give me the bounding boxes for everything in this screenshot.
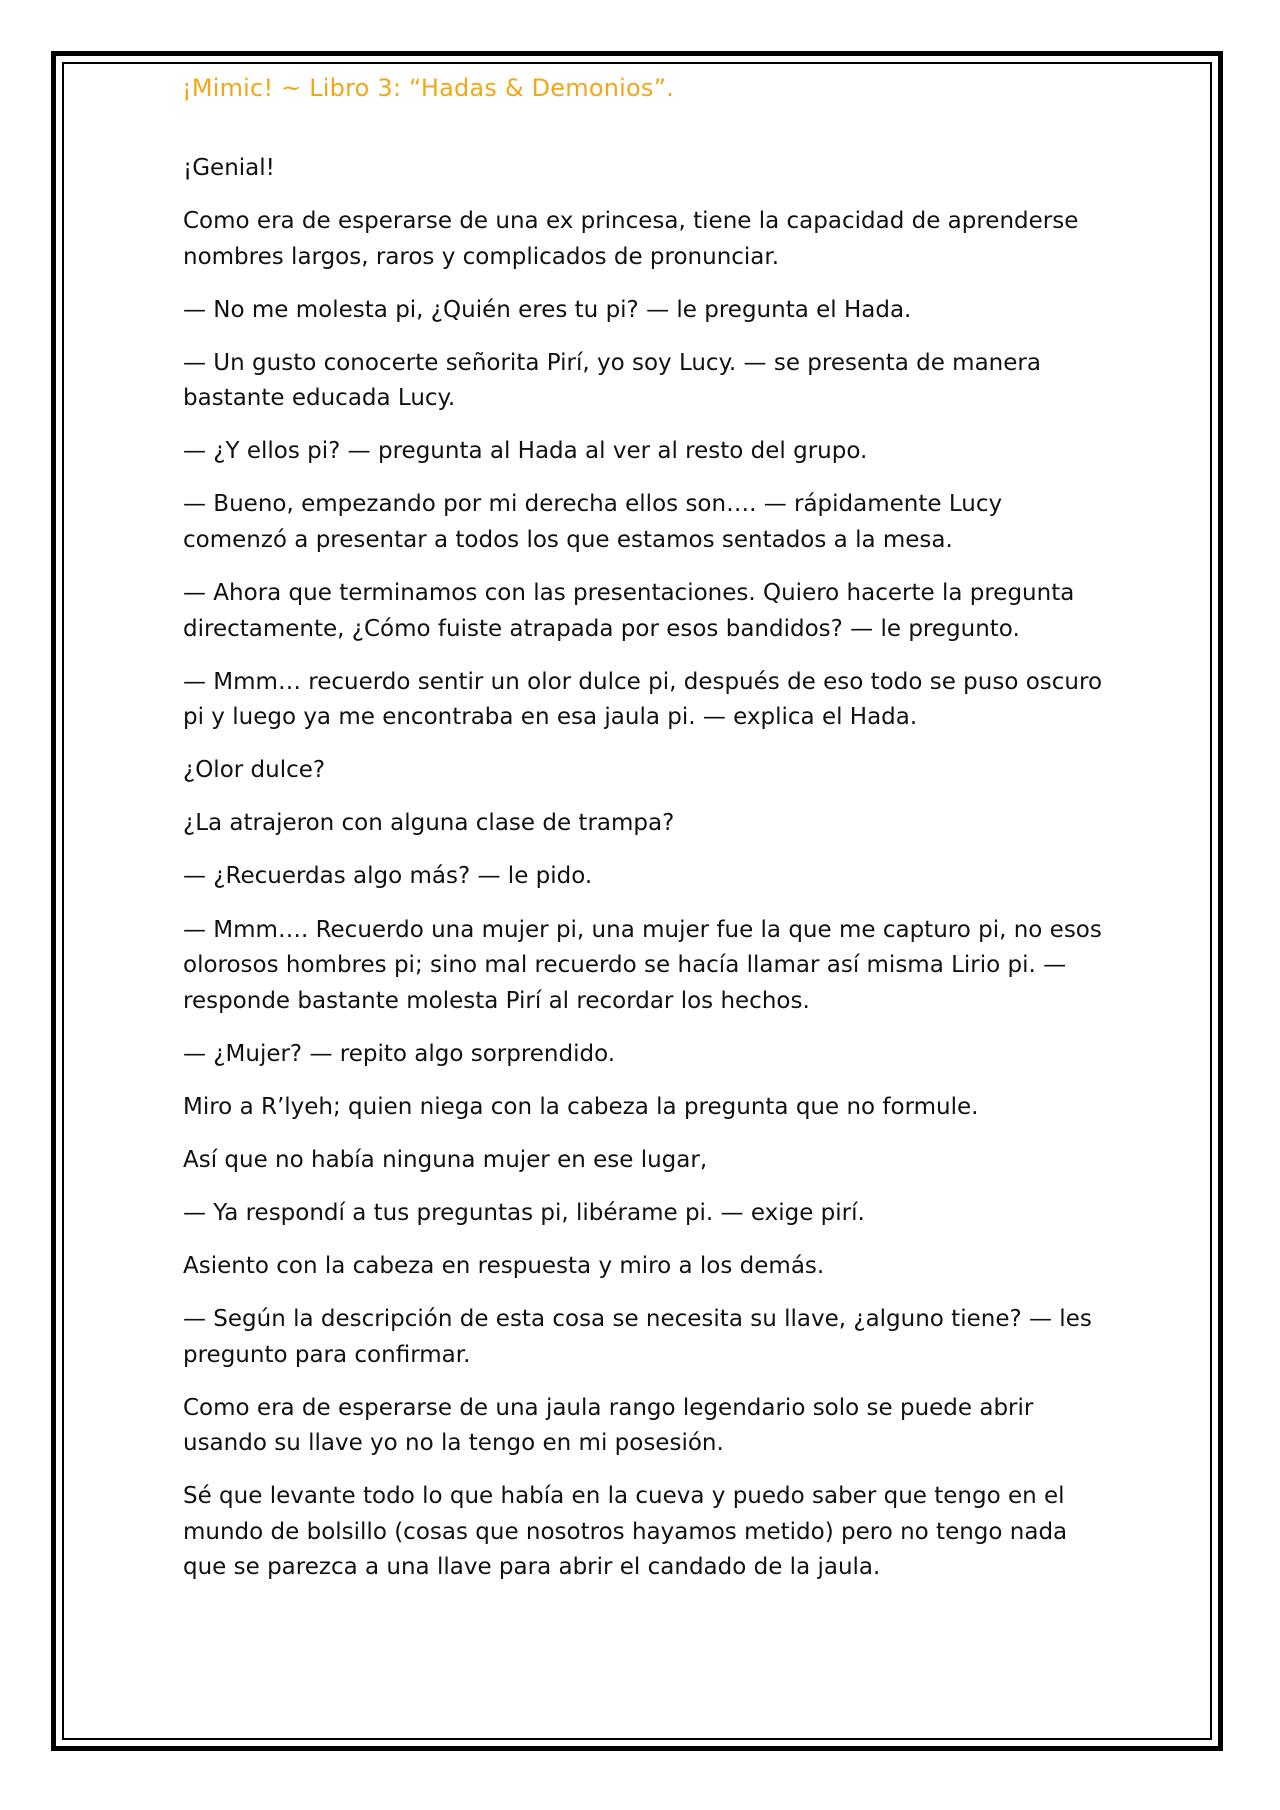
paragraph: Como era de esperarse de una ex princesa, tiene la capacidad de aprenderse nombres largos, raros y complicados de pronunciar. [183, 208, 1079, 270]
paragraph: — Mmm… recuerdo sentir un olor dulce pi, después de eso todo se puso oscuro pi y luego ya me encontraba en esa jaula pi. — explica el Hada. [183, 668, 1103, 731]
paragraph: — Un gusto conocerte señorita Pirí, yo soy Lucy. — se presenta de manera bastante educada Lucy. [183, 349, 1041, 412]
paragraph: — Según la descripción de esta cosa se necesita su llave, ¿alguno tiene? — les pregunto para confirmar. [183, 1306, 1092, 1368]
paragraph: Asiento con la cabeza en respuesta y miro a los demás. [183, 1253, 825, 1279]
paragraph: — Ahora que terminamos con las presentaciones. Quiero hacerte la pregunta directamente, ¿Cómo fuiste atrapada por esos bandidos? — le pregunto. [183, 580, 1075, 642]
paragraph: ¿Olor dulce? [183, 757, 326, 784]
paragraph: Como era de esperarse de una jaula rango legendario solo se puede abrir usando su llave yo no la tengo en mi posesión. [183, 1394, 1034, 1457]
paragraph: — ¿Y ellos pi? — pregunta al Hada al ver al resto del grupo. [183, 438, 868, 465]
paragraph: — No me molesta pi, ¿Quién eres tu pi? — le pregunta el Hada. [183, 296, 912, 323]
paragraph: ¡Genial! [183, 155, 275, 181]
paragraph: — ¿Mujer? — repito algo sorprendido. [183, 1040, 616, 1067]
paragraph: — ¿Recuerdas algo más? — le pido. [183, 863, 593, 890]
paragraph: — Bueno, empezando por mi derecha ellos son…. — rápidamente Lucy comenzó a presentar a todos los que estamos sentados a la mesa. [183, 491, 1003, 553]
paragraph: — Ya respondí a tus preguntas pi, libérame pi. — exige pirí. [183, 1199, 865, 1226]
paragraph: Miro a R’lyeh; quien niega con la cabeza la pregunta que no formule. [183, 1093, 979, 1120]
paragraph: ¿La atrajeron con alguna clase de trampa? [183, 810, 675, 837]
paragraph: Así que no había ninguna mujer en ese lugar, [183, 1146, 708, 1173]
paragraph: — Mmm…. Recuerdo una mujer pi, una mujer fue la que me capturo pi, no esos olorosos hombres pi; sino mal recuerdo se hacía llamar así misma Lirio pi. — responde bastante molesta Pirí al recordar los hechos. [183, 916, 1102, 1014]
paragraph: Sé que levante todo lo que había en la cueva y puedo saber que tengo en el mundo de bolsillo (cosas que nosotros hayamos metido) pero no tengo nada que se parezca a una llave para abrir el candado de la jaula. [183, 1483, 1068, 1581]
running-header: ¡Mimic! ~ Libro 3: “Hadas & Demonios”. [182, 74, 675, 102]
page-body [183, 151, 1103, 1603]
